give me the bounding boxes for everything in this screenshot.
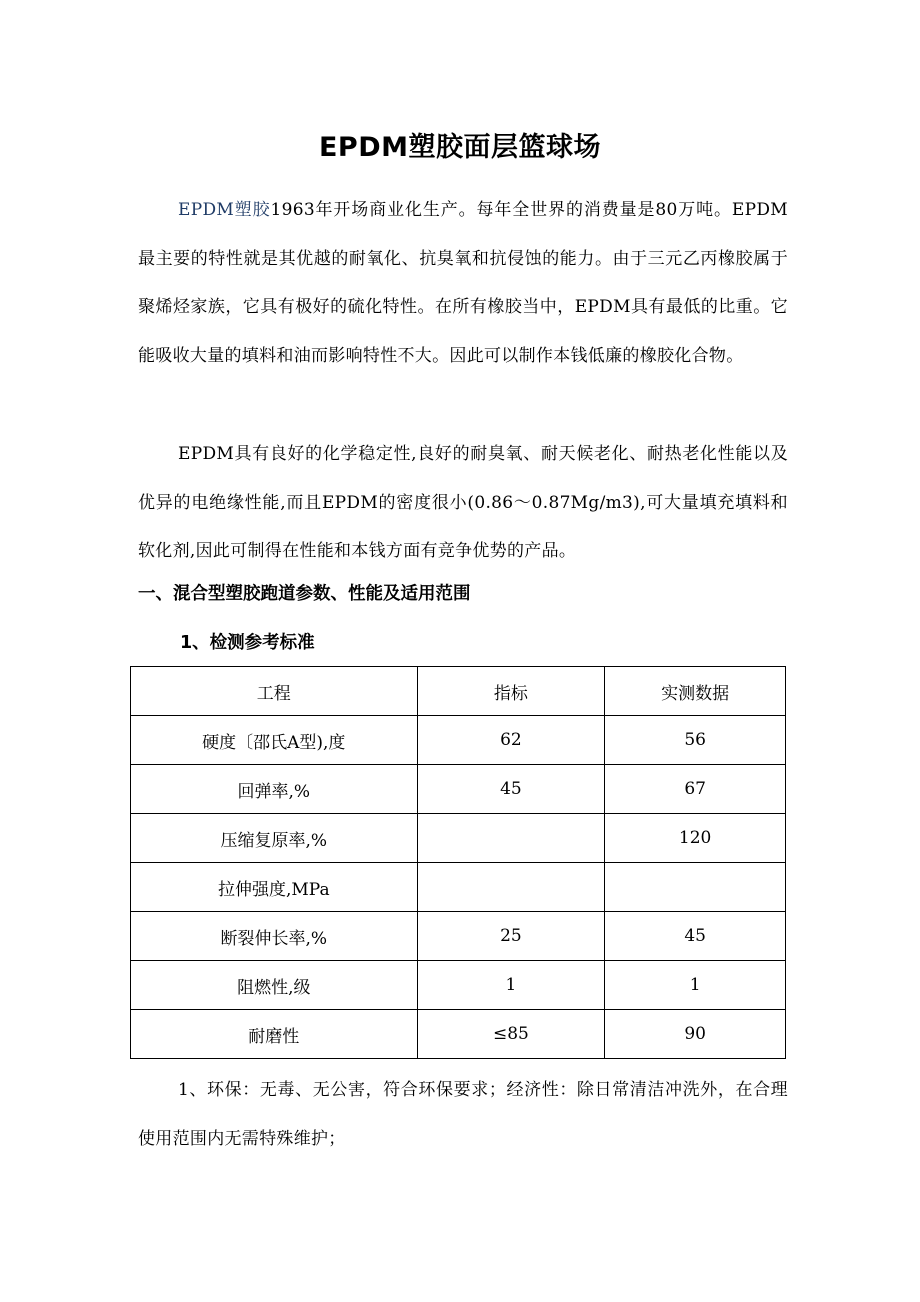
table-cell: 1 <box>605 961 786 1010</box>
table-cell: 25 <box>417 912 605 961</box>
table-header-cell: 工程 <box>131 667 418 716</box>
table-header-cell: 指标 <box>417 667 605 716</box>
table-cell: 拉伸强度,MPa <box>131 863 418 912</box>
table-row <box>131 912 786 961</box>
table-cell: 45 <box>605 912 786 961</box>
table-row <box>131 716 786 765</box>
table-cell: 压缩复原率,% <box>131 814 418 863</box>
table-row <box>131 814 786 863</box>
table-cell: 硬度〔邵氏A型),度 <box>131 716 418 765</box>
table-cell: 回弹率,% <box>131 765 418 814</box>
table-row <box>131 1010 786 1059</box>
table-cell: 阻燃性,级 <box>131 961 418 1010</box>
table-cell: 120 <box>605 814 786 863</box>
intro-paragraph <box>138 186 788 380</box>
spec-table <box>130 666 786 1059</box>
table-cell <box>605 863 786 912</box>
intro-paragraph-text: 1963年开场商业化生产。每年全世界的消费量是80万吨。EPDM最主要的特性就是其优越的耐氧化、抗臭氧和抗侵蚀的能力。由于三元乙丙橡胶属于聚烯烃家族，它具有极好的硫化特性。在所有橡胶当中，EPDM具有最低的比重。它能吸收大量的填料和油而影响特性不大。因此可以制作本钱低廉的橡胶化合物。 <box>138 200 789 366</box>
table-cell: 67 <box>605 765 786 814</box>
table-cell: 断裂伸长率,% <box>131 912 418 961</box>
properties-paragraph: EPDM具有良好的化学稳定性,良好的耐臭氧、耐天候老化、耐热老化性能以及优异的电绝缘性能,而且EPDM的密度很小(0.86～0.87Mg/m3),可大量填充填料和软化剂,因此可制得在性能和本钱方面有竞争优势的产品。 <box>138 444 788 561</box>
table-cell: 耐磨性 <box>131 1010 418 1059</box>
table-cell: 62 <box>417 716 605 765</box>
table-cell: ≤85 <box>417 1010 605 1059</box>
subsection-heading: 1、检测参考标准 <box>180 633 315 653</box>
table-cell: 45 <box>417 765 605 814</box>
table-header-row <box>131 667 786 716</box>
table-row <box>131 765 786 814</box>
table-row <box>131 961 786 1010</box>
table-cell: 56 <box>605 716 786 765</box>
table-row <box>131 863 786 912</box>
table-cell <box>417 814 605 863</box>
section-heading: 一、混合型塑胶跑道参数、性能及适用范围 <box>138 584 471 604</box>
table-cell: 90 <box>605 1010 786 1059</box>
table-cell <box>417 863 605 912</box>
document-title: EPDM塑胶面层篮球场 <box>318 132 601 163</box>
table-cell: 1 <box>417 961 605 1010</box>
epdm-link[interactable]: EPDM塑胶 <box>178 200 271 220</box>
environment-paragraph: 1、环保：无毒、无公害，符合环保要求；经济性：除日常清洁冲洗外，在合理使用范围内无需特殊维护； <box>138 1080 788 1149</box>
table-header-cell: 实测数据 <box>605 667 786 716</box>
